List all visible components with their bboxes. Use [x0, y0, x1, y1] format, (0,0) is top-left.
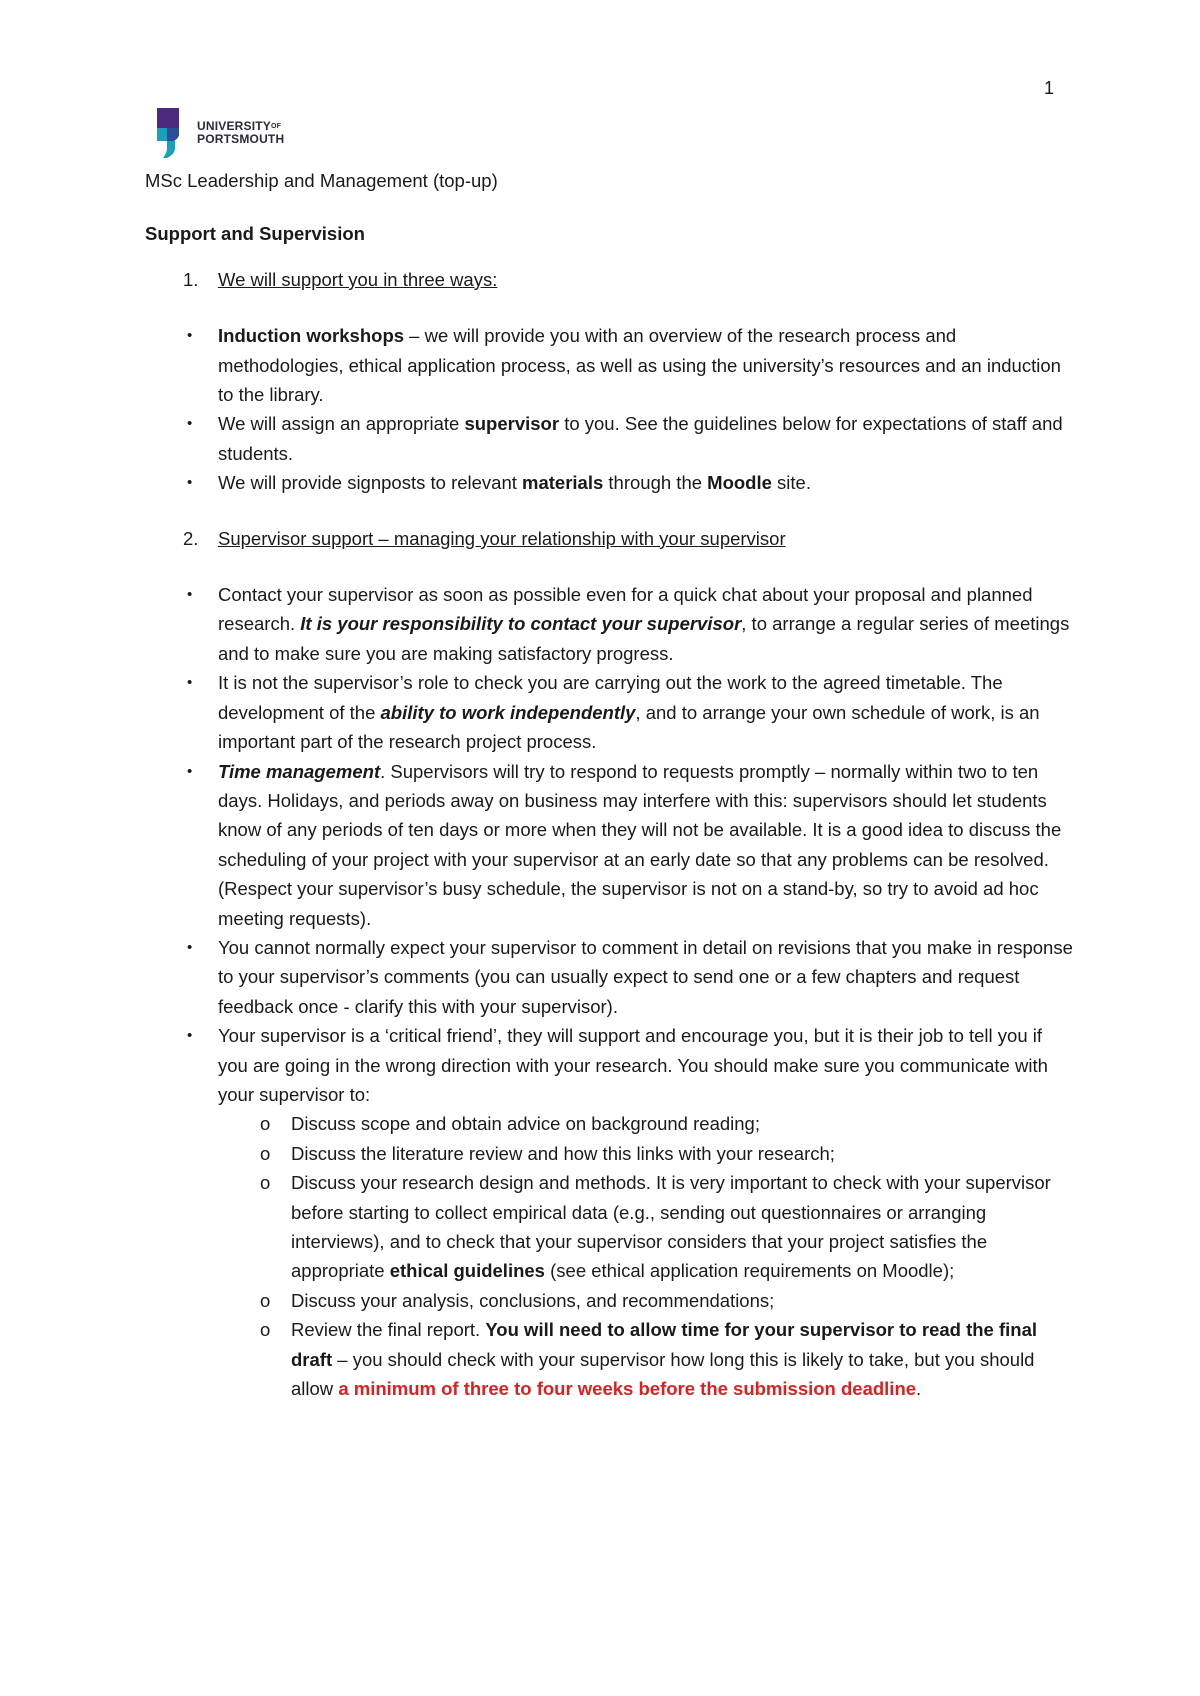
sub-list-item: o Discuss the literature review and how this links with your research; [260, 1142, 835, 1164]
list-item: • Contact your supervisor as soon as possible even for a quick chat about your proposal and planned research. It is your responsibility to contact your supervisor, to arrange a regular series of meetings and to make sure you are making satisfactory progress. [187, 584, 1070, 664]
section-2-list [145, 580, 1075, 1109]
sub-list-item: o Review the final report. You will need to allow time for your supervisor to read the final draft – you should check with your supervisor how long this is likely to take, but you should allow a minimum of three to four weeks before the submission deadline. [260, 1319, 1038, 1400]
page-number: 1 [1044, 78, 1055, 98]
supervisor-communication-list [145, 1109, 1075, 1403]
sub-list-item: o Discuss your research design and methods. It is very important to check with your supervisor before starting to collect empirical data (e.g., sending out questionnaires or arranging interviews), and to check that your supervisor considers that your project satisfies the appropriate ethical guidelines (see ethical application requirements on Moodle); [260, 1172, 1051, 1282]
list-item: • We will assign an appropriate supervisor to you. See the guidelines below for expectations of staff and students. [187, 413, 1063, 464]
list-item: • Time management. Supervisors will try to respond to requests promptly – normally within two to ten days. Holidays, and periods away on business may interfere with this: supervisors should let students know of any periods of ten days or more when they will not be available. It is a good idea to discuss the scheduling of your project with your supervisor at an early date so that any problems can be resolved. (Respect your supervisor’s busy schedule, the supervisor is not on a stand-by, so try to avoid ad hoc meeting requests). [187, 760, 1062, 929]
sub-list-item: o Discuss scope and obtain advice on background reading; [260, 1113, 760, 1135]
list-item: • We will provide signposts to relevant materials through the Moodle site. [187, 472, 811, 494]
section-1-list [145, 321, 1075, 497]
course-title: MSc Leadership and Management (top-up) [145, 170, 498, 191]
list-item: • You cannot normally expect your supervisor to comment in detail on revisions that you make in response to your supervisor’s comments (you can usually expect to send one or a few chapters and request feedback once - clarify this with your supervisor). [187, 936, 1073, 1017]
logo-shield-icon [157, 108, 191, 158]
document-body [145, 166, 1075, 1403]
section-2-heading: 2. Supervisor support – managing your relationship with your supervisor [183, 527, 786, 549]
sub-list-item: o Discuss your analysis, conclusions, and recommendations; [260, 1289, 775, 1311]
list-item: • Your supervisor is a ‘critical friend’, they will support and encourage you, but it is their job to tell you if you are going in the wrong direction with your research. You should make sure you communicate with your supervisor to: [187, 1025, 1048, 1105]
section-1-heading: 1. We will support you in three ways: [183, 268, 498, 290]
university-logo [157, 108, 297, 160]
section-heading: Support and Supervision [145, 223, 365, 245]
list-item: • It is not the supervisor’s role to check you are carrying out the work to the agreed timetable. The development of the ability to work independently, and to arrange your own schedule of work, is an important part of the research project process. [187, 672, 1040, 753]
logo-wordmark: $UNIVERSITY^{OF}$ PORTSMOUTH [197, 119, 285, 146]
list-item: • Induction workshops – we will provide you with an overview of the research process and methodologies, ethical application process, as well as using the university’s resources and an induction to the library. [187, 325, 1061, 406]
deadline-warning: a minimum of three to four weeks before the submission deadline [338, 1378, 917, 1400]
